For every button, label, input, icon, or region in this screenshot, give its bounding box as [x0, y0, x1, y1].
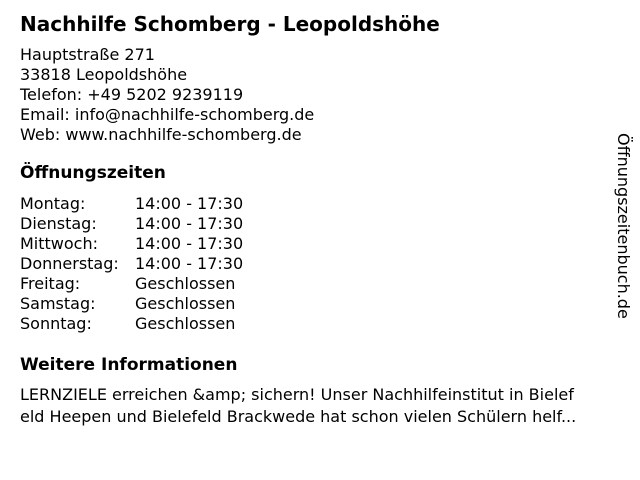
- day-label: Donnerstag:: [20, 254, 119, 273]
- time-value: 14:00 - 17:30: [135, 194, 244, 213]
- contact-email: Email: info@nachhilfe-schomberg.de: [20, 105, 315, 124]
- hours-row-friday: [20, 274, 640, 294]
- day-label: Mittwoch:: [20, 234, 98, 253]
- contact-web: Web: www.nachhilfe-schomberg.de: [20, 125, 302, 144]
- hours-row-thursday: [20, 254, 640, 274]
- day-label: Samstag:: [20, 294, 96, 313]
- time-value: 14:00 - 17:30: [135, 254, 244, 273]
- time-value: Geschlossen: [135, 314, 236, 333]
- hours-row-saturday: [20, 294, 640, 314]
- description-line: eld Heepen und Bielefeld Brackwede hat schon vielen Schülern helf...: [20, 407, 577, 426]
- hours-row-sunday: [20, 314, 640, 334]
- day-label: Montag:: [20, 194, 86, 213]
- site-watermark: Öffnungszeitenbuch.de: [614, 133, 633, 319]
- time-value: 14:00 - 17:30: [135, 234, 244, 253]
- contact-phone: Telefon: +49 5202 9239119: [20, 85, 244, 104]
- hours-row-tuesday: [20, 214, 640, 234]
- contact-street: Hauptstraße 271: [20, 45, 155, 64]
- hours-row-wednesday: [20, 234, 640, 254]
- more-info-heading: Weitere Informationen: [20, 355, 238, 375]
- time-value: Geschlossen: [135, 294, 236, 313]
- hours-row-monday: [20, 194, 640, 214]
- description-text: [20, 384, 640, 428]
- day-label: Freitag:: [20, 274, 81, 293]
- opening-hours-heading: Öffnungszeiten: [20, 163, 166, 183]
- day-label: Sonntag:: [20, 314, 92, 333]
- description-line: LERNZIELE erreichen &amp; sichern! Unser Nachhilfeinstitut in Bielef: [20, 385, 574, 404]
- day-label: Dienstag:: [20, 214, 97, 233]
- contact-city: 33818 Leopoldshöhe: [20, 65, 188, 84]
- time-value: Geschlossen: [135, 274, 236, 293]
- page-title: Nachhilfe Schomberg - Leopoldshöhe: [20, 12, 440, 36]
- opening-hours-table: [20, 194, 640, 334]
- contact-block: [20, 45, 640, 145]
- time-value: 14:00 - 17:30: [135, 214, 244, 233]
